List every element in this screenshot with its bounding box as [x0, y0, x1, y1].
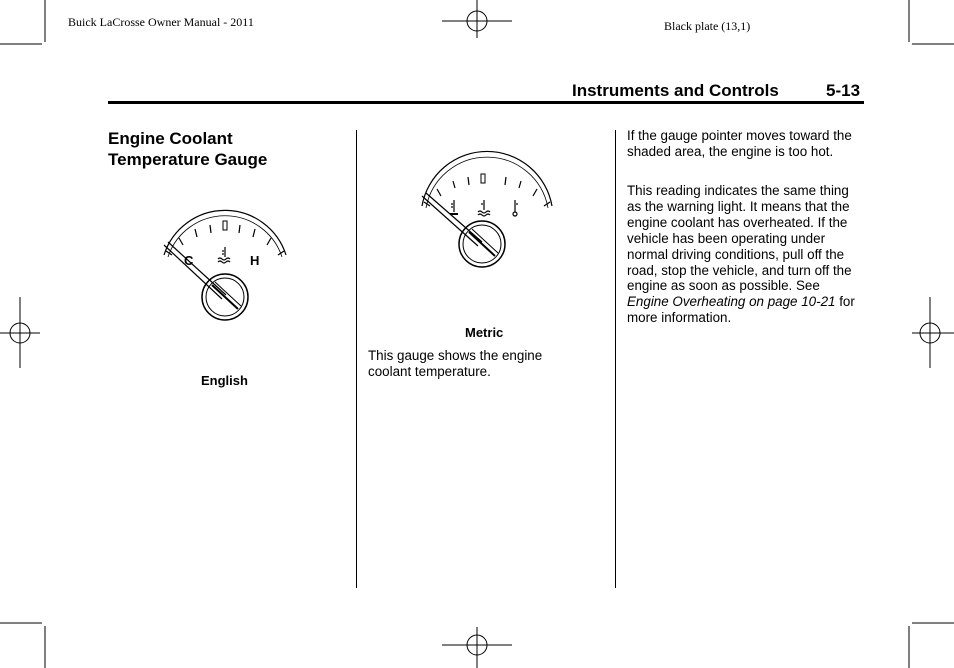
header-rule [108, 101, 864, 104]
column-divider-2 [615, 130, 616, 588]
warning-light-text: This reading indicates the same thing as the warning light. It means that the engine coolant has overheated. If the vehicle has been operating under normal driving conditions, pull off the road, stop the vehicle, and turn off the engine as soon as possible. See [627, 183, 852, 294]
slug-left: Buick LaCrosse Owner Manual - 2011 [68, 15, 254, 29]
english-cold-label: C [184, 253, 194, 268]
warning-light-paragraph [627, 183, 865, 326]
english-gauge-illustration [150, 215, 300, 325]
english-hot-label: H [250, 253, 260, 268]
gauge-description: This gauge shows the engine coolant temperature. [368, 348, 543, 379]
metric-gauge-caption: Metric [465, 325, 504, 340]
section-title-line1: Engine Coolant [108, 129, 233, 148]
registration-mark-left [0, 297, 40, 368]
header-section: Instruments and Controls [572, 81, 779, 100]
section-title-line2: Temperature Gauge [108, 150, 268, 169]
column-divider-1 [356, 130, 357, 588]
slug-right: Black plate (13,1) [664, 19, 751, 33]
more-info-text: for more information. [627, 294, 855, 326]
engine-overheating-link[interactable]: Engine Overheating on page 10-21 [627, 294, 836, 310]
english-gauge-caption: English [201, 373, 248, 388]
registration-mark-bottom [442, 627, 512, 668]
metric-gauge-illustration [412, 170, 562, 280]
header-page-number: 5-13 [826, 81, 861, 100]
registration-mark-right [912, 297, 954, 368]
registration-mark-top [442, 0, 512, 38]
section-title [108, 128, 267, 170]
overheat-warning-paragraph: If the gauge pointer moves toward the shaded area, the engine is too hot. [627, 128, 852, 159]
